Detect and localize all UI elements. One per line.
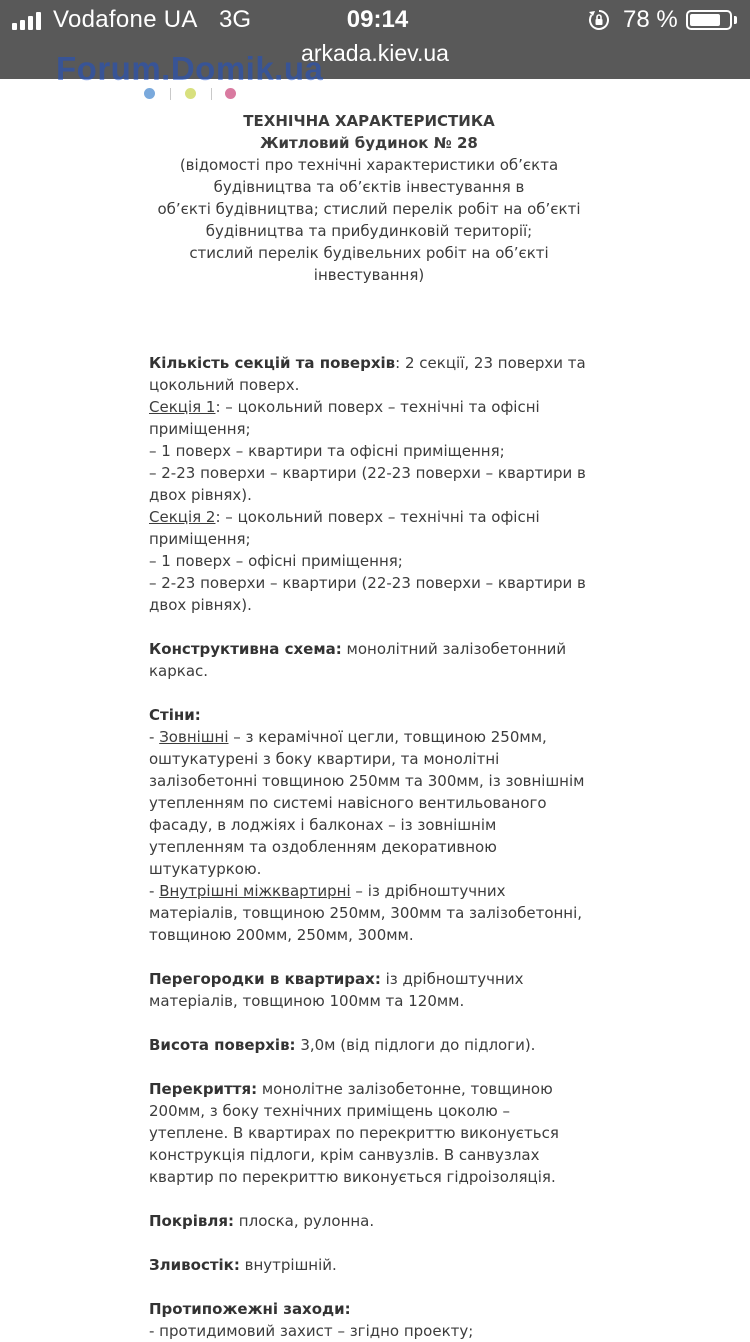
roof-label: Покрівля: [149,1212,235,1230]
drain-text: внутрішній. [239,1256,337,1274]
section-drain [149,1254,589,1276]
battery-cap [734,16,737,24]
description-line: інвестування) [313,266,425,284]
battery-icon [686,10,732,30]
document-body [149,110,589,1342]
section1-label: Секція 1 [149,398,216,416]
address-bar-url[interactable]: arkada.kiev.ua [301,40,449,66]
description-line: будівництва та прибудинковій території; [205,222,533,240]
decor-dot [144,88,155,99]
partitions-text: із дрібноштучних матеріалів, товщиною 100мм та 120мм. [149,970,524,1010]
section2-line2: – 1 поверх – офісні приміщення; [149,552,403,570]
section-floors [149,352,589,616]
decor-dot [185,88,196,99]
floors-label: Кількість секцій та поверхів [149,354,396,372]
description-line: об’єкті будівництва; стислий перелік робіт на об’єкті [157,200,581,218]
inner-walls-label: Внутрішні міжквартирні [159,882,351,900]
section-roof [149,1210,589,1232]
decor-dot [225,88,236,99]
battery-percent: 78 % [623,6,678,33]
floors-text: : 2 секції, 23 поверхи та цокольний поверх. [149,354,586,394]
structure-text: монолітний залізобетонний каркас. [149,640,567,680]
document-description [149,154,589,286]
network-type: 3G [219,6,252,33]
section1-text: : – цокольний поверх – технічні та офісні приміщення; [149,398,540,438]
fire-label: Протипожежні заходи: [149,1300,351,1318]
roof-text: плоска, рулонна. [234,1212,375,1230]
section2-label: Секція 2 [149,508,216,526]
height-label: Висота поверхів: [149,1036,296,1054]
carrier-name: Vodafone UA [53,6,198,33]
section2-text: : – цокольний поверх – технічні та офісні приміщення; [149,508,540,548]
document-header [149,110,589,286]
outer-walls-text: – з керамічної цегли, товщиною 250мм, оштукатурені з боку квартири, та монолітні залізобетонні товщиною 250мм та 300мм, із зовнішнім утепленням по системі навісного вентильованого фасаду, в лоджіях і балконах – із зовнішнім утепленням та оздобленням декоративною штукатуркою. [149,728,585,878]
rotation-lock-icon [588,9,610,31]
section1-line2: – 1 поверх – квартири та офісні приміщення; [149,442,505,460]
section-slabs [149,1078,589,1188]
section-partitions [149,968,589,1012]
structure-label: Конструктивна схема: [149,640,342,658]
partitions-label: Перегородки в квартирах: [149,970,381,988]
height-text: 3,0м (від підлоги до підлоги). [295,1036,536,1054]
slabs-label: Перекриття: [149,1080,258,1098]
inner-walls-text: – із дрібноштучних матеріалів, товщиною 250мм, 300мм та залізобетонні, товщиною 200мм, 250мм, 300мм. [149,882,583,944]
section-fire [149,1298,589,1342]
section-structure [149,638,589,682]
section-height [149,1034,589,1056]
section1-line3: – 2-23 поверхи – квартири (22-23 поверхи – квартири в двох рівнях). [149,464,586,504]
fire-line1: - протидимовий захист – згідно проекту; [149,1322,474,1340]
watermark-logo: Forum.Domik.ua [56,50,324,87]
decor-separator [170,88,171,100]
outer-walls-prefix: - [149,728,160,746]
slabs-text: монолітне залізобетонне, товщиною 200мм, з боку технічних приміщень цоколю – утеплене. В квартирах по перекриттю виконується конструкція підлоги, крім санвузлів. В санвузлах квартир по перекриттю виконується гідроізоляція. [149,1080,559,1186]
section2-line3: – 2-23 поверхи – квартири (22-23 поверхи – квартири в двох рівнях). [149,574,586,614]
outer-walls-label: Зовнішні [159,728,229,746]
description-line: будівництва та об’єктів інвестування в [213,178,525,196]
description-line: (відомості про технічні характеристики об’єкта [179,156,559,174]
decor-separator [211,88,212,100]
walls-label: Стіни: [149,706,201,724]
status-bar [0,0,750,40]
document-subtitle: Житловий будинок № 28 [260,134,478,152]
document-title: ТЕХНІЧНА ХАРАКТЕРИСТИКА [243,112,495,130]
inner-walls-prefix: - [149,882,160,900]
status-time: 09:14 [346,6,409,33]
description-line: стислий перелік будівельних робіт на об’єкті [189,244,549,262]
drain-label: Зливостік: [149,1256,240,1274]
section-walls [149,704,589,946]
